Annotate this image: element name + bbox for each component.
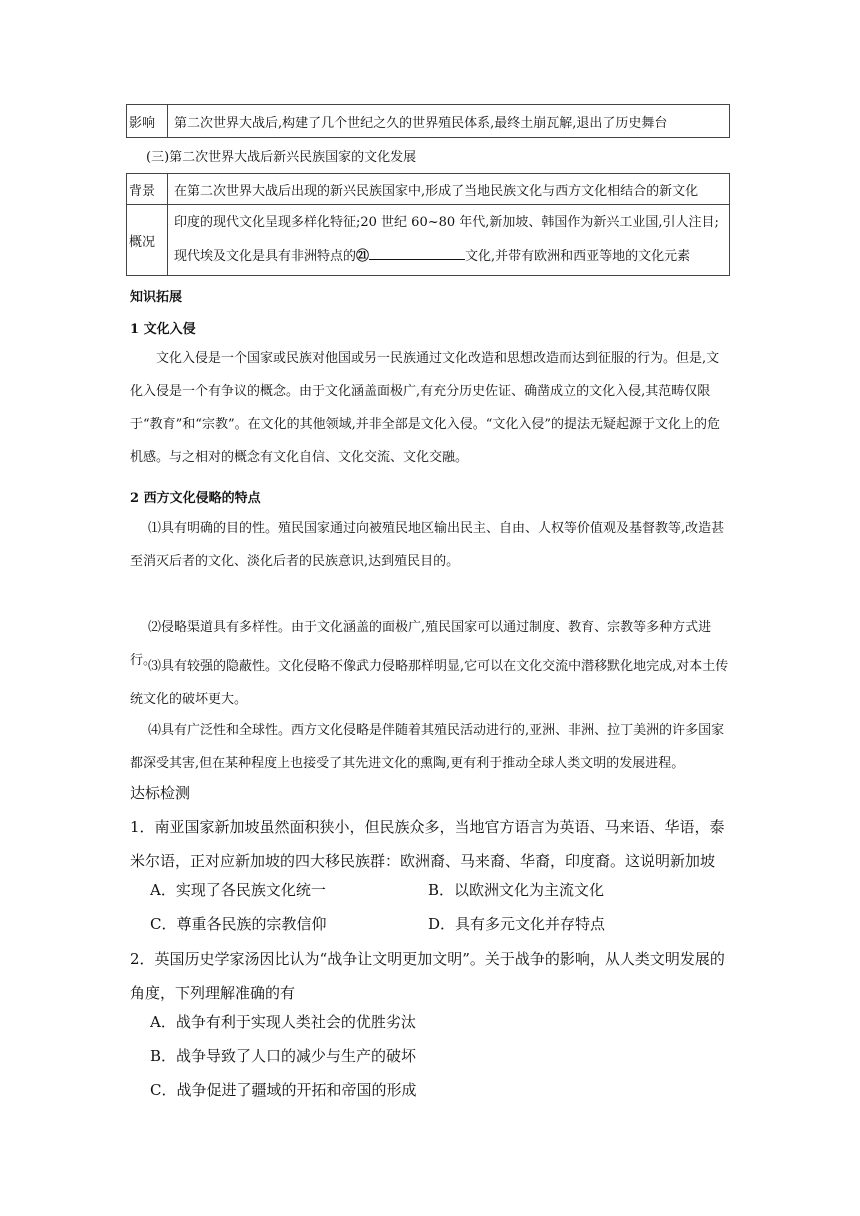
section-title: (三)第二次世界大战后新兴民族国家的文化发展 [146,150,417,165]
zhishi-heading: 知识拓展 [130,290,183,305]
overview-line-1: 印度的现代文化呈现多样化特征;20 世纪 60~80 年代,新加坡、韩国作为新兴工业国,引人注目; [174,215,719,230]
q2-option-a[interactable]: A．战争有利于实现人类社会的优胜劣汰 [150,1013,416,1031]
overview-line-2-prefix: 现代埃及文化是具有非洲特点的 [174,249,357,264]
overview-line-2 [174,240,723,274]
background-label: 背景 [127,174,168,205]
zhishi-item-2: ⑵侵略渠道具有多样性。由于文化涵盖的面极广,殖民国家可以通过制度、教育、宗教等多种方式进行。 [130,620,712,668]
influence-label: 影响 [127,105,168,138]
overview-label: 概况 [127,205,168,276]
development-table [126,173,730,276]
fill-blank[interactable] [369,247,465,260]
background-content: 在第二次世界大战后出现的新兴民族国家中,形成了当地民族文化与西方文化相结合的新文化 [168,174,730,205]
zhishi-h1: 1 文化入侵 [130,322,196,337]
q1-stem: 1．南亚国家新加坡虽然面积狭小，但民族众多，当地官方语言为英语、马来语、华语，泰米尔语，正对应新加坡的四大移民族群：欧洲裔、马来裔、华裔，印度裔。这说明新加坡 [130,818,725,870]
q2-option-b[interactable]: B．战争导致了人口的减少与生产的破坏 [150,1047,417,1065]
blank-marker: ㉑ [356,249,370,264]
dabiao-heading: 达标检测 [130,784,191,802]
zhishi-item-4: ⑷具有广泛性和全球性。西方文化侵略是伴随着其殖民活动进行的,亚洲、非洲、拉丁美洲的许多国家都深受其害,但在某种程度上也接受了其先进文化的熏陶,更有利于推动全球人类文明的发展进程。 [130,723,725,771]
q2-option-c[interactable]: C．战争促进了疆域的开拓和帝国的形成 [150,1081,417,1099]
zhishi-p1: 文化入侵是一个国家或民族对他国或另一民族通过文化改造和思想改造而达到征服的行为。但是,文化入侵是一个有争议的概念。由于文化涵盖面极广,有充分历史佐证、确凿成立的文化入侵,其范畴仅限于“教育”和“宗教”。在文化的其他领域,并非全部是文化入侵。“文化入侵”的提法无疑起源于文化上的危机感。与之相对的概念有文化自信、文化交流、文化交融。 [130,351,721,465]
q1-option-d[interactable]: D．具有多元文化并存特点 [428,915,606,933]
zhishi-item-3: ⑶具有较强的隐蔽性。文化侵略不像武力侵略那样明显,它可以在文化交流中潜移默化地完成,对本土传统文化的破坏更大。 [130,659,729,707]
zhishi-item-1: ⑴具有明确的目的性。殖民国家通过向被殖民地区输出民主、自由、人权等价值观及基督教等,改造甚至消灭后者的文化、淡化后者的民族意识,达到殖民目的。 [130,521,725,569]
zhishi-h2: 2 西方文化侵略的特点 [130,491,261,506]
influence-table [126,104,730,138]
influence-content: 第二次世界大战后,构建了几个世纪之久的世界殖民体系,最终土崩瓦解,退出了历史舞台 [168,105,730,138]
q1-option-c[interactable]: C．尊重各民族的宗教信仰 [150,915,327,933]
q1-option-b[interactable]: B．以欧洲文化为主流文化 [428,881,605,899]
overview-content [168,205,730,276]
overview-line-2-suffix: 文化,并带有欧洲和西亚等地的文化元素 [465,249,691,264]
q1-option-a[interactable]: A．实现了各民族文化统一 [150,881,326,899]
q2-stem: 2．英国历史学家汤因比认为“战争让文明更加文明”。关于战争的影响，从人类文明发展的角度，下列理解准确的有 [130,950,725,1002]
